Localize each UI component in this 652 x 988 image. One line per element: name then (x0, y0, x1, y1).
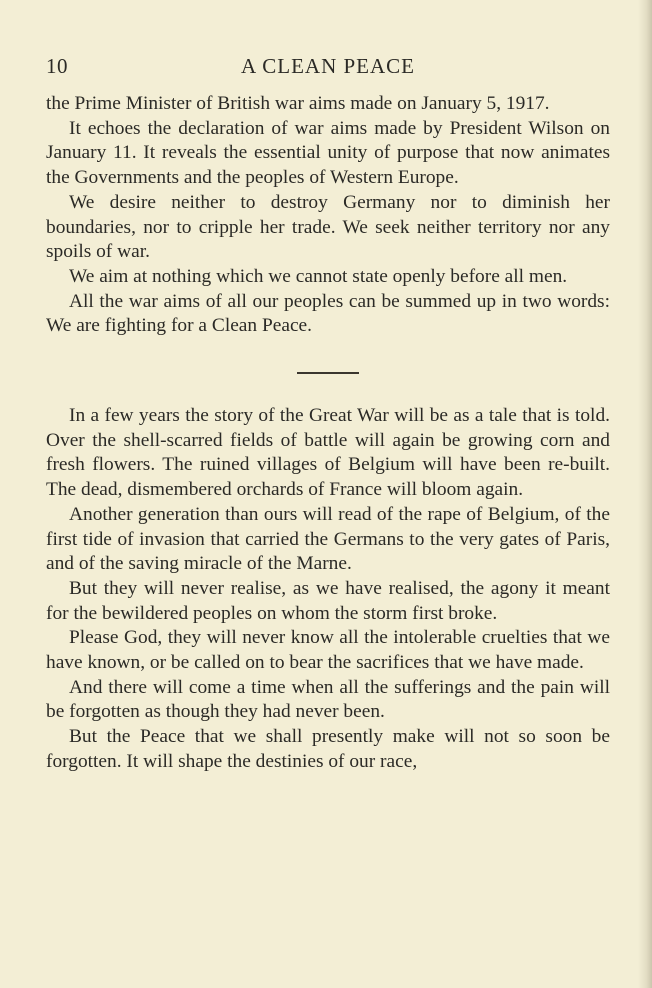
paragraph-continued: the Prime Minister of British war aims made on January 5, 1917. (46, 93, 550, 114)
paragraph: We desire neither to destroy Germany nor to diminish her boundaries, nor to cripple her trade. We seek neither territory nor any spoils of war. (46, 191, 610, 263)
section-two (46, 404, 610, 775)
paragraph: Please God, they will never know all the intolerable cruelties that we have known, or be called on to bear the sacrifices that we have made. (46, 627, 610, 674)
page-header (46, 52, 610, 80)
paragraph: Another generation than ours will read of the rape of Belgium, of the first tide of invasion that carried the Germans to the very gates of Paris, and of the saving miracle of the Marne. (46, 503, 610, 575)
book-page (46, 52, 610, 775)
paragraph: And there will come a time when all the sufferings and the pain will be forgotten as though they had never been. (46, 676, 610, 723)
paragraph: All the war aims of all our peoples can be summed up in two words: We are fighting for a Clean Peace. (46, 290, 610, 337)
paragraph: We aim at nothing which we cannot state openly before all men. (69, 265, 568, 287)
running-head: A CLEAN PEACE (240, 54, 415, 78)
paragraph: In a few years the story of the Great War will be as a tale that is told. Over the shell-scarred fields of battle will again be growing corn and fresh flowers. The ruined villages of Belgium will have been re-built. The dead, dismembered orchards of France will bloom again. (46, 405, 610, 501)
page-edge-shadow (638, 0, 652, 988)
paragraph: But the Peace that we shall presently make will not so soon be forgotten. It will shape the destinies of our race, (46, 726, 610, 772)
section-divider (297, 372, 359, 374)
page-number: 10 (46, 54, 68, 78)
section-one (46, 92, 610, 339)
paragraph: It echoes the declaration of war aims made by President Wilson on January 11. It reveals the essential unity of purpose that now animates the Governments and the peoples of Western Europe. (46, 117, 610, 189)
paragraph: But they will never realise, as we have realised, the agony it meant for the bewildered peoples on whom the storm first broke. (46, 577, 610, 624)
